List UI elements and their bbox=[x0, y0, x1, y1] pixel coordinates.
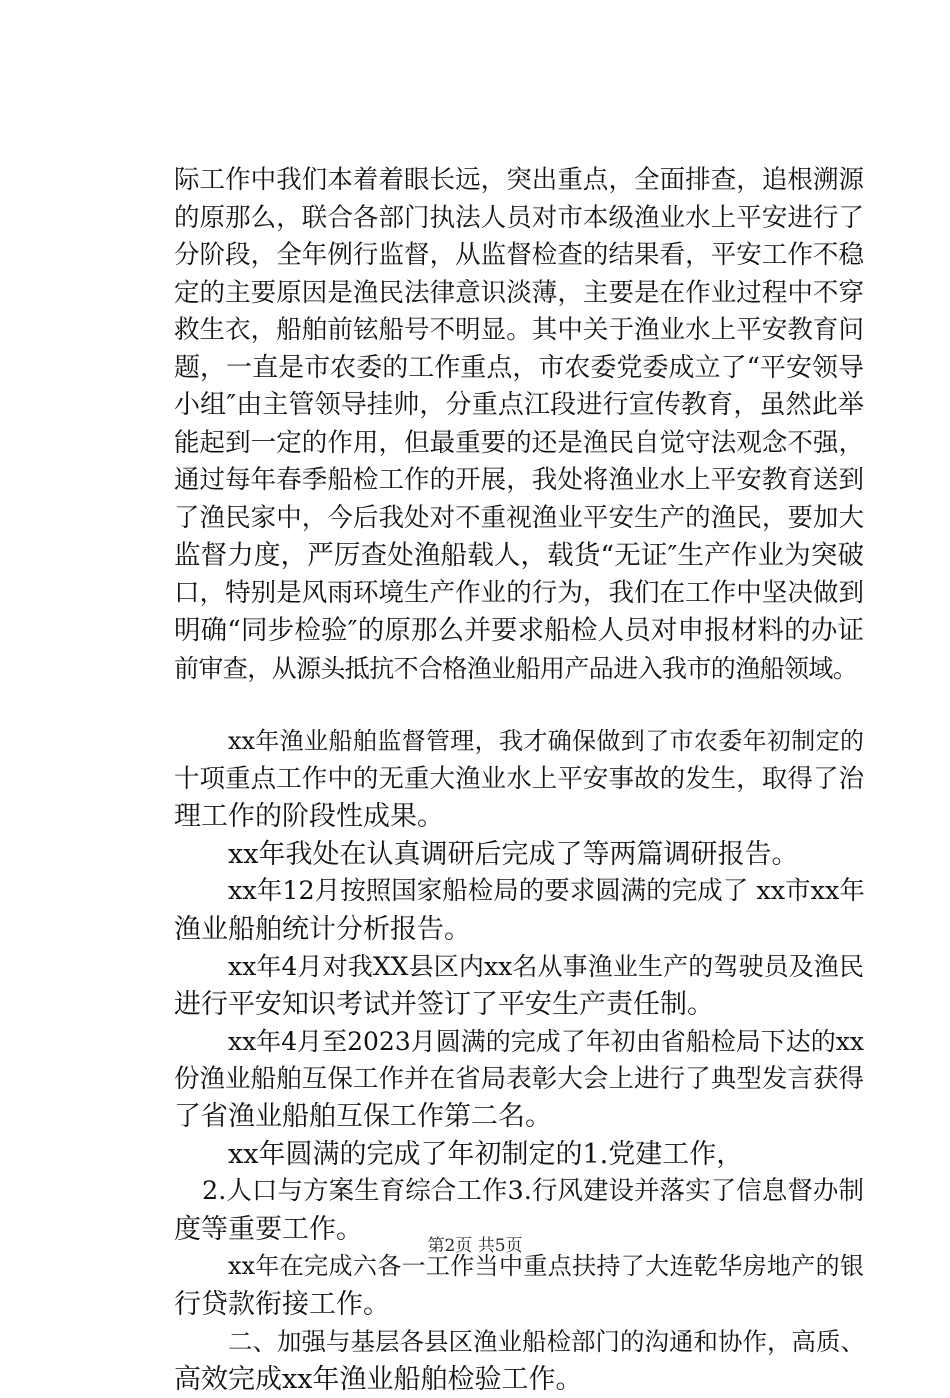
text-line: 分阶段，全年例行监督，从监督检查的结果看，平安工作不稳 bbox=[174, 237, 864, 275]
paragraph bbox=[174, 1323, 864, 1398]
text-line: 口，特别是风雨环境生产作业的行为，我们在工作中坚决做到 bbox=[174, 575, 864, 613]
text-line: 十项重点工作中的无重大渔业水上平安事故的发生，取得了治 bbox=[174, 761, 864, 799]
text-line: 行贷款衔接工作。 bbox=[174, 1286, 864, 1324]
paragraph bbox=[174, 723, 864, 836]
text-line: 进行平安知识考试并签订了平安生产责任制。 bbox=[174, 986, 864, 1024]
text-line: xx年我处在认真调研后完成了等两篇调研报告。 bbox=[174, 836, 864, 874]
page-footer bbox=[0, 1235, 950, 1257]
paragraph bbox=[174, 1136, 864, 1174]
text-line: 2.人口与方案生育综合工作3.行风建设并落实了信息督办制 bbox=[174, 1173, 864, 1211]
text-line: 小组″由主管领导挂帅，分重点江段进行宣传教育，虽然此举 bbox=[174, 387, 864, 425]
paragraph-continued bbox=[174, 162, 864, 687]
text-line: 定的主要原因是渔民法律意识淡薄，主要是在作业过程中不穿 bbox=[174, 275, 864, 313]
paragraph-gap bbox=[174, 687, 864, 723]
text-line: 高效完成xx年渔业船舶检验工作。 bbox=[174, 1361, 864, 1398]
text-line: xx年4月至2023月圆满的完成了年初由省船检局下达的xx bbox=[174, 1023, 864, 1061]
text-line: 度等重要工作。 bbox=[174, 1211, 864, 1249]
text-line: 份渔业船舶互保工作并在省局表彰大会上进行了典型发言获得 bbox=[174, 1061, 864, 1099]
text-line: 理工作的阶段性成果。 bbox=[174, 798, 864, 836]
text-line: 二、加强与基层各县区渔业船检部门的沟通和协作，高质、 bbox=[174, 1323, 864, 1361]
text-line: xx年渔业船舶监督管理，我才确保做到了市农委年初制定的 bbox=[174, 723, 864, 761]
text-line: 了渔民家中，今后我处对不重视渔业平安生产的渔民，要加大 bbox=[174, 500, 864, 538]
paragraph bbox=[174, 1248, 864, 1323]
text-line: xx年圆满的完成了年初制定的1.党建工作， bbox=[174, 1136, 864, 1174]
text-line: 渔业船舶统计分析报告。 bbox=[174, 911, 864, 949]
text-line: 通过每年春季船检工作的开展，我处将渔业水上平安教育送到 bbox=[174, 462, 864, 500]
text-line: 救生衣，船舶前铉船号不明显。其中关于渔业水上平安教育问 bbox=[174, 312, 864, 350]
text-line: 的原那么，联合各部门执法人员对市本级渔业水上平安进行了 bbox=[174, 200, 864, 238]
document-body bbox=[174, 162, 864, 1398]
paragraph bbox=[174, 1023, 864, 1136]
text-line: 题，一直是市农委的工作重点，市农委党委成立了“平安领导 bbox=[174, 350, 864, 388]
paragraph bbox=[174, 836, 864, 874]
page-number-label: 第2页 共5页 bbox=[427, 1236, 522, 1256]
paragraph bbox=[174, 873, 864, 948]
text-line: 际工作中我们本着着眼长远，突出重点，全面排查，追根溯源 bbox=[174, 162, 864, 200]
paragraph bbox=[174, 948, 864, 1023]
text-line: 了省渔业船舶互保工作第二名。 bbox=[174, 1098, 864, 1136]
text-line: 前审查，从源头抵抗不合格渔业船用产品进入我市的渔船领域。 bbox=[174, 650, 864, 688]
text-line: 明确“同步检验″的原那么并要求船检人员对申报材料的办证 bbox=[174, 612, 864, 650]
text-line: xx年12月按照国家船检局的要求圆满的完成了 xx市xx年 bbox=[174, 873, 864, 911]
text-line: 能起到一定的作用，但最重要的还是渔民自觉守法观念不强， bbox=[174, 425, 864, 463]
text-line: xx年4月对我XX县区内xx名从事渔业生产的驾驶员及渔民 bbox=[174, 948, 864, 986]
text-line: xx年在完成六各一工作当中重点扶持了大连乾华房地产的银 bbox=[174, 1248, 864, 1286]
text-line: 监督力度，严厉查处渔船载人，载货“无证″生产作业为突破 bbox=[174, 537, 864, 575]
